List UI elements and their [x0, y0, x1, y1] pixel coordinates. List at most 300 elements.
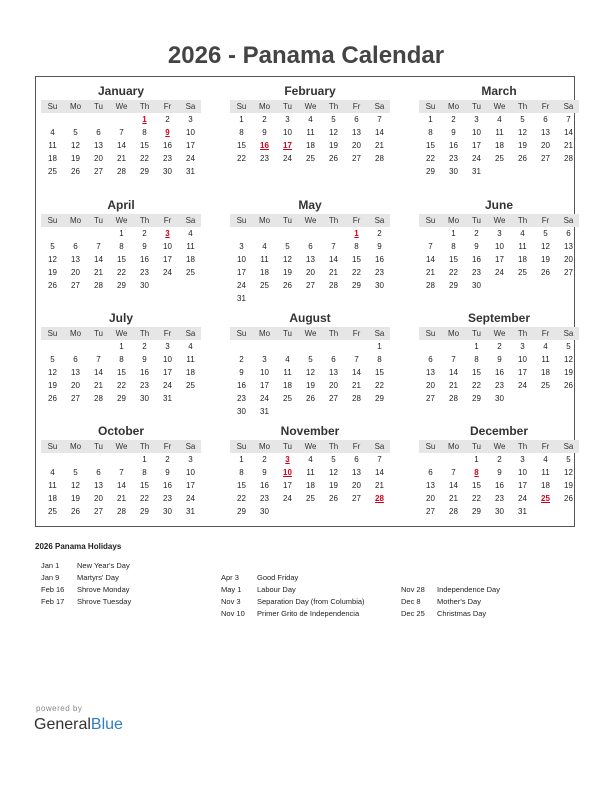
day-cell: 1	[451, 229, 456, 238]
day-cell: 13	[71, 255, 80, 264]
day-cell: 28	[94, 281, 103, 290]
day-cell: 12	[564, 355, 573, 364]
day-cell: 30	[140, 394, 149, 403]
day-cell: 19	[71, 494, 80, 503]
day-cell: 31	[472, 167, 481, 176]
weekday-header	[41, 214, 201, 227]
week-row	[230, 479, 390, 492]
holiday-day-cell: 3	[285, 455, 290, 464]
holiday-name: New Year's Day	[77, 561, 130, 570]
week-row	[419, 492, 579, 505]
weekday-label: Sa	[185, 442, 196, 451]
week-row	[419, 366, 579, 379]
empty-day-cell	[511, 279, 534, 292]
day-cell: 21	[117, 494, 126, 503]
day-cell: 24	[237, 281, 246, 290]
week-row	[41, 227, 201, 240]
day-cell: 9	[239, 368, 244, 377]
day-cell: 10	[163, 355, 172, 364]
day-cell: 7	[331, 242, 336, 251]
day-cell: 21	[449, 381, 458, 390]
holiday-date: Nov 28	[401, 585, 425, 594]
day-cell: 29	[426, 167, 435, 176]
holiday-item	[41, 596, 131, 608]
empty-day-cell	[345, 505, 368, 518]
week-row	[41, 453, 201, 466]
day-cell: 7	[119, 468, 124, 477]
day-cell: 11	[306, 468, 315, 477]
day-cell: 5	[50, 242, 55, 251]
weekday-label: Th	[328, 102, 339, 111]
day-cell: 18	[283, 381, 292, 390]
weekday-label: We	[304, 329, 317, 338]
day-cell: 8	[119, 242, 124, 251]
day-cell: 27	[426, 394, 435, 403]
brand-general: General	[34, 716, 91, 733]
day-cell: 20	[426, 494, 435, 503]
empty-day-cell	[322, 292, 345, 305]
day-cell: 26	[329, 494, 338, 503]
day-cell: 26	[329, 154, 338, 163]
day-cell: 8	[451, 242, 456, 251]
day-cell: 27	[94, 167, 103, 176]
holiday-name: Good Friday	[257, 573, 299, 582]
weekday-label: We	[115, 102, 128, 111]
day-cell: 20	[94, 494, 103, 503]
empty-day-cell	[322, 340, 345, 353]
day-cell: 9	[165, 468, 170, 477]
week-row	[419, 152, 579, 165]
day-cell: 22	[140, 154, 149, 163]
holiday-day-cell: 1	[142, 115, 147, 124]
day-cell: 23	[237, 394, 246, 403]
day-cell: 2	[142, 342, 147, 351]
empty-day-cell	[419, 227, 442, 240]
day-cell: 14	[449, 481, 458, 490]
day-cell: 19	[564, 368, 573, 377]
day-cell: 13	[306, 255, 315, 264]
empty-day-cell	[299, 405, 322, 418]
empty-day-cell	[276, 292, 299, 305]
day-cell: 4	[50, 128, 55, 137]
weekday-label: Sa	[563, 216, 574, 225]
holiday-item	[401, 584, 500, 596]
month-name: November	[280, 424, 340, 438]
day-cell: 24	[163, 381, 172, 390]
day-cell: 17	[495, 255, 504, 264]
week-row	[230, 152, 390, 165]
weekday-label: Tu	[471, 442, 482, 451]
weekday-label: Mo	[69, 102, 82, 111]
day-cell: 9	[451, 128, 456, 137]
weekday-label: Th	[328, 329, 339, 338]
day-cell: 6	[428, 355, 433, 364]
week-row	[230, 292, 390, 305]
day-cell: 29	[375, 394, 384, 403]
day-cell: 29	[449, 281, 458, 290]
day-cell: 16	[375, 255, 384, 264]
day-cell: 15	[117, 368, 126, 377]
day-cell: 19	[329, 141, 338, 150]
weekday-label: Su	[425, 329, 436, 338]
empty-day-cell	[41, 227, 64, 240]
day-cell: 2	[239, 355, 244, 364]
week-row	[41, 253, 201, 266]
week-row	[419, 340, 579, 353]
day-cell: 24	[283, 494, 292, 503]
day-cell: 26	[518, 154, 527, 163]
day-cell: 25	[541, 381, 550, 390]
week-row	[419, 466, 579, 479]
weekday-header	[41, 100, 201, 113]
holiday-name: Independence Day	[437, 585, 500, 594]
day-cell: 9	[474, 242, 479, 251]
empty-day-cell	[511, 392, 534, 405]
day-cell: 26	[71, 507, 80, 516]
day-cell: 28	[329, 281, 338, 290]
week-row	[230, 113, 390, 126]
day-cell: 10	[518, 355, 527, 364]
day-cell: 18	[306, 481, 315, 490]
week-row	[41, 152, 201, 165]
day-cell: 16	[163, 481, 172, 490]
day-cell: 19	[541, 255, 550, 264]
day-cell: 23	[495, 494, 504, 503]
holiday-date: Apr 3	[221, 573, 239, 582]
day-cell: 15	[449, 255, 458, 264]
empty-day-cell	[230, 340, 253, 353]
weekday-label: Fr	[541, 329, 550, 338]
day-cell: 5	[331, 115, 336, 124]
week-row	[419, 240, 579, 253]
day-cell: 17	[518, 368, 527, 377]
weekday-label: Su	[236, 102, 247, 111]
week-row	[230, 266, 390, 279]
day-cell: 4	[262, 242, 267, 251]
week-row	[230, 126, 390, 139]
day-cell: 6	[331, 355, 336, 364]
day-cell: 24	[472, 154, 481, 163]
day-cell: 14	[375, 468, 384, 477]
weekday-label: Th	[517, 216, 528, 225]
week-row	[41, 113, 201, 126]
day-cell: 9	[497, 355, 502, 364]
week-row	[41, 392, 201, 405]
empty-day-cell	[442, 340, 465, 353]
day-cell: 15	[117, 255, 126, 264]
day-cell: 16	[140, 368, 149, 377]
day-cell: 13	[71, 368, 80, 377]
day-cell: 9	[142, 355, 147, 364]
holiday-item	[221, 596, 365, 608]
empty-day-cell	[557, 505, 580, 518]
day-cell: 5	[73, 128, 78, 137]
day-cell: 3	[262, 355, 267, 364]
day-cell: 9	[142, 242, 147, 251]
day-cell: 13	[352, 128, 361, 137]
holiday-column-2	[221, 572, 365, 620]
day-cell: 10	[163, 242, 172, 251]
empty-day-cell	[276, 505, 299, 518]
day-cell: 14	[117, 481, 126, 490]
month-may	[230, 198, 390, 305]
day-cell: 1	[119, 342, 124, 351]
day-cell: 3	[520, 342, 525, 351]
day-cell: 16	[163, 141, 172, 150]
day-cell: 27	[426, 507, 435, 516]
week-row	[419, 479, 579, 492]
day-cell: 4	[285, 355, 290, 364]
day-cell: 2	[451, 115, 456, 124]
week-row	[419, 126, 579, 139]
weekday-label: Su	[236, 329, 247, 338]
day-cell: 17	[518, 481, 527, 490]
empty-day-cell	[87, 113, 110, 126]
week-row	[41, 379, 201, 392]
week-row	[419, 353, 579, 366]
day-cell: 18	[541, 481, 550, 490]
day-cell: 8	[239, 128, 244, 137]
day-cell: 8	[474, 355, 479, 364]
empty-day-cell	[276, 405, 299, 418]
day-cell: 20	[352, 481, 361, 490]
day-cell: 13	[564, 242, 573, 251]
day-cell: 5	[520, 115, 525, 124]
day-cell: 1	[474, 455, 479, 464]
weekday-header	[41, 440, 201, 453]
month-name: October	[97, 424, 144, 438]
week-row	[41, 466, 201, 479]
day-cell: 29	[472, 507, 481, 516]
day-cell: 7	[428, 242, 433, 251]
day-cell: 8	[377, 355, 382, 364]
day-cell: 20	[329, 381, 338, 390]
day-cell: 7	[451, 468, 456, 477]
day-cell: 19	[283, 268, 292, 277]
weekday-header	[230, 214, 390, 227]
month-march	[419, 84, 579, 178]
day-cell: 13	[541, 128, 550, 137]
month-january	[41, 84, 201, 178]
empty-day-cell	[276, 340, 299, 353]
day-cell: 23	[449, 154, 458, 163]
day-cell: 27	[71, 394, 80, 403]
holiday-item	[221, 608, 365, 620]
generalblue-logo[interactable]	[34, 716, 123, 734]
day-cell: 8	[119, 355, 124, 364]
holiday-item	[221, 572, 365, 584]
day-cell: 24	[260, 394, 269, 403]
day-cell: 17	[186, 481, 195, 490]
day-cell: 4	[520, 229, 525, 238]
week-row	[41, 340, 201, 353]
week-row	[419, 253, 579, 266]
day-cell: 7	[119, 128, 124, 137]
week-row	[230, 492, 390, 505]
day-cell: 14	[329, 255, 338, 264]
week-row	[230, 379, 390, 392]
day-cell: 6	[96, 128, 101, 137]
month-name: January	[97, 84, 145, 98]
day-cell: 12	[48, 255, 57, 264]
empty-day-cell	[534, 392, 557, 405]
day-cell: 2	[142, 229, 147, 238]
holiday-name: Christmas Day	[437, 609, 487, 618]
day-cell: 23	[260, 154, 269, 163]
day-cell: 26	[541, 268, 550, 277]
day-cell: 14	[117, 141, 126, 150]
empty-day-cell	[368, 405, 391, 418]
day-cell: 7	[451, 355, 456, 364]
month-name: May	[298, 198, 322, 212]
day-cell: 1	[119, 229, 124, 238]
empty-day-cell	[156, 279, 179, 292]
week-row	[41, 505, 201, 518]
day-cell: 8	[142, 128, 147, 137]
holiday-day-cell: 16	[260, 141, 269, 150]
day-cell: 6	[566, 229, 571, 238]
day-cell: 25	[186, 268, 195, 277]
day-cell: 16	[472, 255, 481, 264]
day-cell: 15	[140, 141, 149, 150]
empty-day-cell	[64, 227, 87, 240]
week-row	[230, 340, 390, 353]
empty-day-cell	[488, 279, 511, 292]
day-cell: 6	[354, 115, 359, 124]
day-cell: 17	[237, 268, 246, 277]
week-row	[230, 353, 390, 366]
weekday-label: Fr	[352, 329, 361, 338]
week-row	[230, 392, 390, 405]
week-row	[419, 453, 579, 466]
empty-day-cell	[345, 292, 368, 305]
month-april	[41, 198, 201, 292]
day-cell: 6	[354, 455, 359, 464]
weekday-label: Fr	[541, 442, 550, 451]
day-cell: 27	[352, 154, 361, 163]
holiday-date: Feb 17	[41, 597, 65, 606]
day-cell: 22	[352, 268, 361, 277]
holiday-date: Feb 16	[41, 585, 65, 594]
empty-day-cell	[534, 279, 557, 292]
day-cell: 2	[497, 455, 502, 464]
day-cell: 12	[71, 141, 80, 150]
day-cell: 4	[50, 468, 55, 477]
day-cell: 27	[352, 494, 361, 503]
month-november	[230, 424, 390, 518]
day-cell: 20	[94, 154, 103, 163]
holiday-item	[221, 584, 365, 596]
empty-day-cell	[299, 505, 322, 518]
holiday-day-cell: 28	[375, 494, 384, 503]
day-cell: 31	[163, 394, 172, 403]
weekday-label: We	[304, 102, 317, 111]
day-cell: 14	[352, 368, 361, 377]
day-cell: 13	[94, 481, 103, 490]
weekday-label: Tu	[93, 442, 104, 451]
holiday-day-cell: 25	[541, 494, 550, 503]
day-cell: 11	[541, 355, 550, 364]
weekday-label: Fr	[541, 102, 550, 111]
holiday-column-1	[41, 560, 131, 608]
day-cell: 18	[48, 494, 57, 503]
week-row	[41, 240, 201, 253]
empty-day-cell	[87, 227, 110, 240]
day-cell: 28	[449, 507, 458, 516]
day-cell: 5	[285, 242, 290, 251]
day-cell: 10	[518, 468, 527, 477]
empty-day-cell	[64, 340, 87, 353]
weekday-label: Tu	[282, 442, 293, 451]
day-cell: 21	[449, 494, 458, 503]
month-name: August	[289, 311, 331, 325]
day-cell: 22	[140, 494, 149, 503]
week-row	[230, 240, 390, 253]
empty-day-cell	[64, 113, 87, 126]
day-cell: 11	[518, 242, 527, 251]
day-cell: 25	[283, 394, 292, 403]
day-cell: 19	[564, 481, 573, 490]
day-cell: 21	[94, 268, 103, 277]
day-cell: 9	[497, 468, 502, 477]
day-cell: 14	[564, 128, 573, 137]
day-cell: 12	[306, 368, 315, 377]
day-cell: 30	[140, 281, 149, 290]
day-cell: 23	[140, 381, 149, 390]
day-cell: 25	[495, 154, 504, 163]
weekday-label: Su	[236, 442, 247, 451]
weekday-label: Sa	[563, 442, 574, 451]
weekday-label: Tu	[471, 216, 482, 225]
holiday-day-cell: 17	[283, 141, 292, 150]
empty-day-cell	[511, 165, 534, 178]
day-cell: 6	[308, 242, 313, 251]
month-name: February	[284, 84, 336, 98]
day-cell: 21	[117, 154, 126, 163]
day-cell: 13	[426, 481, 435, 490]
weekday-label: Fr	[352, 102, 361, 111]
day-cell: 14	[94, 368, 103, 377]
day-cell: 8	[354, 242, 359, 251]
week-row	[230, 227, 390, 240]
day-cell: 11	[186, 242, 195, 251]
empty-day-cell	[442, 453, 465, 466]
weekday-label: We	[115, 216, 128, 225]
weekday-label: Su	[47, 216, 58, 225]
day-cell: 4	[188, 342, 193, 351]
empty-day-cell	[534, 165, 557, 178]
weekday-label: Tu	[282, 216, 293, 225]
day-cell: 30	[495, 394, 504, 403]
day-cell: 12	[71, 481, 80, 490]
day-cell: 26	[48, 394, 57, 403]
day-cell: 22	[375, 381, 384, 390]
day-cell: 25	[48, 167, 57, 176]
empty-day-cell	[419, 453, 442, 466]
day-cell: 18	[518, 255, 527, 264]
day-cell: 13	[352, 468, 361, 477]
empty-day-cell	[557, 279, 580, 292]
empty-day-cell	[41, 340, 64, 353]
weekday-label: Mo	[69, 329, 82, 338]
day-cell: 3	[285, 115, 290, 124]
weekday-label: Mo	[258, 102, 271, 111]
week-row	[419, 266, 579, 279]
day-cell: 3	[497, 229, 502, 238]
week-row	[419, 165, 579, 178]
day-cell: 27	[306, 281, 315, 290]
day-cell: 18	[48, 154, 57, 163]
